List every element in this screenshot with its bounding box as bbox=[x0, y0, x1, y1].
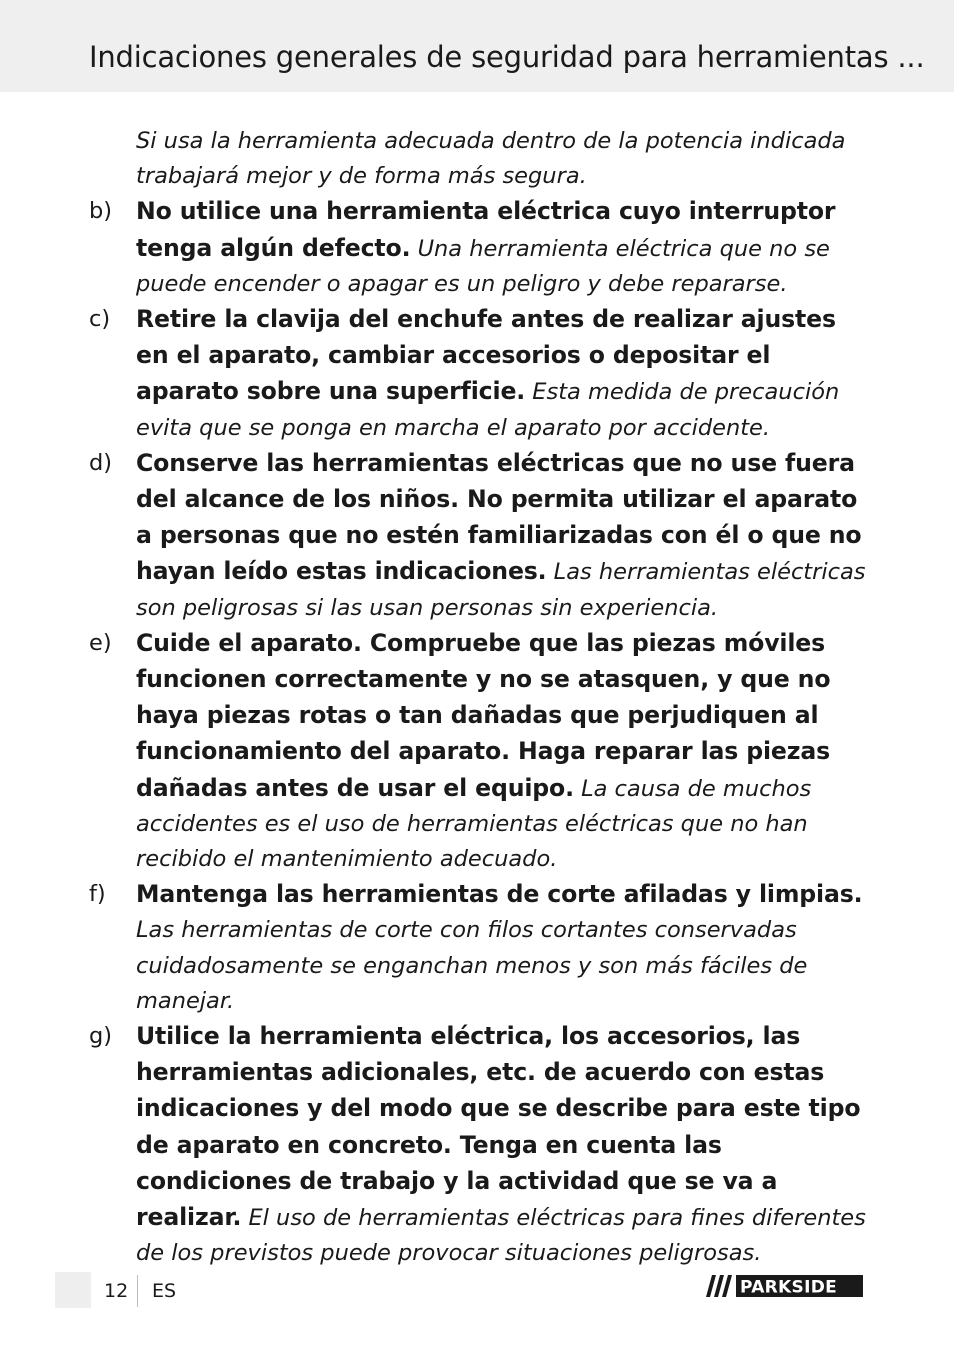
parkside-logo bbox=[704, 1274, 864, 1298]
item-letter: d) bbox=[89, 449, 113, 476]
item-italic-text: Esta medida de precaución evita que se ponga en marcha el aparato por accidente. bbox=[136, 379, 840, 441]
item-bold-text: Utilice la herramienta eléctrica, los accesorios, las herramientas adicionales, etc. de acuerdo con estas indicaciones y del modo que se describe para este tipo de aparato en concreto. Tenga en cuenta las condiciones de trabajo y la actividad que se va a realizar. bbox=[136, 1022, 861, 1232]
item-bold-text: Cuide el aparato. Compruebe que las piezas móviles funcionen correctamente y no se atasquen, y que no haya piezas rotas o tan dañadas que perjudiquen al funcionamiento del aparato. Haga reparar las piezas dañadas antes de usar el equipo. bbox=[136, 628, 831, 802]
item-bold-text: Conserve las herramientas eléctricas que no use fuera del alcance de los niños. No permita utilizar el aparato a personas que no estén familiarizadas con él o que no hayan leído estas indicaciones. bbox=[136, 448, 862, 586]
item-body bbox=[136, 302, 866, 446]
list-item bbox=[0, 446, 954, 626]
intro-text: Si usa la herramienta adecuada dentro de la potencia indicada trabajará mejor y de forma más segura. bbox=[136, 128, 846, 190]
list-item bbox=[0, 626, 954, 877]
document-body bbox=[0, 124, 954, 1272]
item-italic-text: Las herramientas eléctricas son peligrosas si las usan personas sin experiencia. bbox=[136, 559, 866, 621]
item-bold-text: No utilice una herramienta eléctrica cuyo interruptor tenga algún defecto. bbox=[136, 197, 836, 262]
item-italic-text: Las herramientas de corte con filos cortantes conservadas cuidadosamente se enganchan menos y son más fáciles de manejar. bbox=[136, 917, 808, 1014]
footer-divider bbox=[137, 1275, 138, 1307]
item-italic-text: Una herramienta eléctrica que no se puede encender o apagar es un peligro y debe repararse. bbox=[136, 235, 830, 297]
item-body bbox=[136, 877, 866, 1019]
item-body bbox=[136, 626, 866, 877]
item-bold-text: Mantenga las herramientas de corte afiladas y limpias. bbox=[136, 880, 863, 909]
page-header bbox=[0, 0, 954, 92]
list-item bbox=[0, 1019, 954, 1271]
item-italic-text: La causa de muchos accidentes es el uso de herramientas eléctricas que no han recibido el mantenimiento adecuado. bbox=[136, 775, 812, 873]
list-item bbox=[0, 877, 954, 1019]
item-letter: g) bbox=[89, 1023, 113, 1050]
item-bold-text: Retire la clavija del enchufe antes de realizar ajustes en el aparato, cambiar accesorios o depositar el aparato sobre una superficie. bbox=[136, 305, 836, 406]
list-item bbox=[0, 194, 954, 302]
logo-text: PARKSIDE bbox=[740, 1277, 838, 1298]
header-title: Indicaciones generales de seguridad para herramientas ... bbox=[89, 40, 925, 74]
item-letter: e) bbox=[89, 629, 112, 656]
list-item bbox=[0, 302, 954, 446]
item-letter: b) bbox=[89, 198, 113, 225]
item-letter: f) bbox=[89, 881, 106, 908]
language-code: ES bbox=[152, 1280, 177, 1302]
footer-marker-box bbox=[55, 1272, 91, 1308]
item-letter: c) bbox=[89, 306, 111, 333]
item-body bbox=[136, 446, 866, 626]
item-italic-text: El uso de herramientas eléctricas para fines diferentes de los previstos puede provocar situaciones peligrosas. bbox=[136, 1205, 866, 1267]
item-body bbox=[136, 1019, 866, 1271]
item-body bbox=[136, 194, 866, 302]
page-number: 12 bbox=[104, 1280, 129, 1302]
